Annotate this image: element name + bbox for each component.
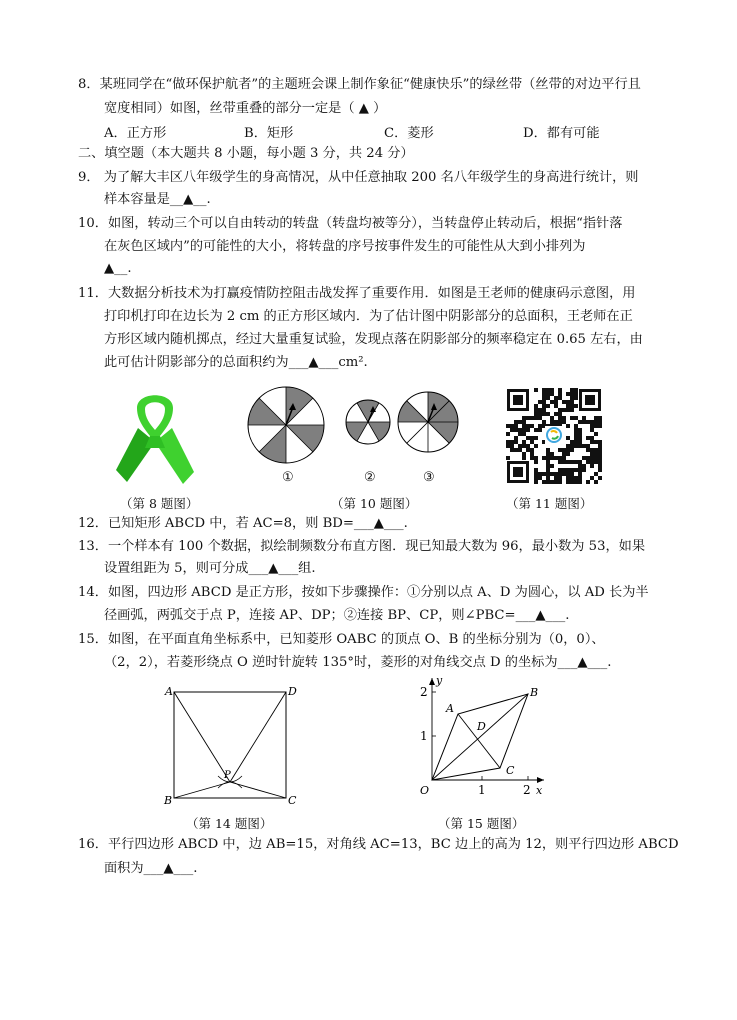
q8-option-d: D．都有可能	[523, 126, 600, 141]
q11-line4: 此可估计阴影部分的总面积约为___▲___cm².	[104, 355, 368, 370]
q12-text: 12．已知矩形 ABCD 中，若 AC=8，则 BD=___▲___.	[78, 516, 408, 531]
q10-line3: ▲__.	[104, 261, 132, 276]
spinner-3	[396, 390, 460, 454]
q10-line1: 10．如图，转动三个可以自由转动的转盘（转盘均被等分），当转盘停止转动后，根据“指针落	[78, 216, 623, 231]
q15-line2: （2，2），若菱形绕点 O 逆时针旋转 135°时，菱形的对角线交点 D 的坐标为___▲___.	[104, 655, 612, 670]
fig15-axis-y: y	[436, 674, 443, 687]
qr-code-image	[505, 387, 603, 485]
fig11-caption: （第 11 题图）	[506, 496, 593, 511]
spinner-label-2: ②	[364, 470, 376, 485]
section-heading: 二、填空题（本大题共 8 小题，每小题 3 分，共 24 分）	[78, 146, 414, 161]
q8-option-b: B．矩形	[244, 126, 294, 141]
fig14-label-p: P	[224, 770, 231, 781]
spinner-1	[246, 385, 326, 465]
fig15-tick-x2: 2	[523, 783, 531, 797]
fig14-label-a: A	[165, 685, 173, 698]
q15-line1: 15．如图，在平面直角坐标系中，已知菱形 OABC 的顶点 O、B 的坐标分别为（0，0）、	[78, 632, 605, 647]
spinner-label-3: ③	[423, 470, 435, 485]
fig15-tick-y2: 2	[420, 685, 428, 699]
q13-line2: 设置组距为 5，则可分成___▲___组.	[104, 561, 316, 576]
fig15-label-o: O	[420, 784, 430, 797]
spinner-2	[344, 398, 392, 446]
ribbon-figure	[110, 388, 200, 488]
q16-line2: 面积为___▲___.	[104, 861, 198, 876]
fig14-label-d: D	[288, 685, 297, 698]
q8-line1: 8．某班同学在“做环保护航者”的主题班会课上制作象征“健康快乐”的绿丝带（丝带的对边平行且	[78, 77, 641, 92]
q8-option-a: A．正方形	[104, 126, 167, 141]
fig15-caption: （第 15 题图）	[438, 816, 525, 831]
q14-line2: 径画弧，两弧交于点 P，连接 AP、DP；②连接 BP、CP，则∠PBC=___▲___.	[104, 608, 570, 623]
fig14-square-diagram	[160, 682, 300, 812]
q14-line1: 14．如图，四边形 ABCD 是正方形，按如下步骤操作：①分别以点 A、D 为圆心，以 AD 长为半	[78, 585, 649, 600]
q11-line1: 11．大数据分析技术为打赢疫情防控阻击战发挥了重要作用．如图是王老师的健康码示意图，用	[78, 286, 636, 301]
q8-option-c: C．菱形	[384, 126, 434, 141]
fig10-caption: （第 10 题图）	[331, 496, 418, 511]
q10-line2: 在灰色区域内”的可能性的大小，将转盘的序号按事件发生的可能性从大到小排列为	[104, 239, 586, 254]
fig14-label-b: B	[164, 794, 173, 807]
fig15-label-c: C	[506, 764, 515, 777]
q11-line2: 打印机打印在边长为 2 cm 的正方形区域内．为了估计图中阴影部分的总面积，王老师在正	[104, 309, 633, 324]
q9-line2: 样本容量是__▲__.	[104, 192, 211, 207]
q13-line1: 13．一个样本有 100 个数据，拟绘制频数分布直方图．现已知最大数为 96，最小数为 53，如果	[78, 539, 646, 554]
q16-line1: 16．平行四边形 ABCD 中，边 AB=15，对角线 AC=13，BC 边上的高为 12，则平行四边形 ABCD	[78, 837, 679, 852]
fig15-axis-x: x	[536, 784, 543, 797]
fig15-label-d: D	[477, 720, 486, 733]
q8-line2: 宽度相同）如图，丝带重叠的部分一定是（ ▲ ）	[104, 101, 387, 116]
fig14-caption: （第 14 题图）	[186, 816, 273, 831]
fig15-label-b: B	[530, 686, 539, 699]
fig8-caption: （第 8 题图）	[120, 496, 199, 511]
q9-line1: 9． 为了解大丰区八年级学生的身高情况，从中任意抽取 200 名八年级学生的身高进行统计，则	[78, 170, 639, 185]
fig15-rhombus-diagram	[404, 672, 554, 804]
q11-line3: 方形区域内随机掷点，经过大量重复试验，发现点落在阴影部分的频率稳定在 0.65 左右，由	[104, 332, 643, 347]
fig15-label-a: A	[446, 702, 454, 715]
spinner-label-1: ①	[282, 470, 294, 485]
fig15-tick-y1: 1	[420, 729, 428, 743]
fig15-tick-x1: 1	[478, 783, 486, 797]
fig14-label-c: C	[288, 794, 297, 807]
